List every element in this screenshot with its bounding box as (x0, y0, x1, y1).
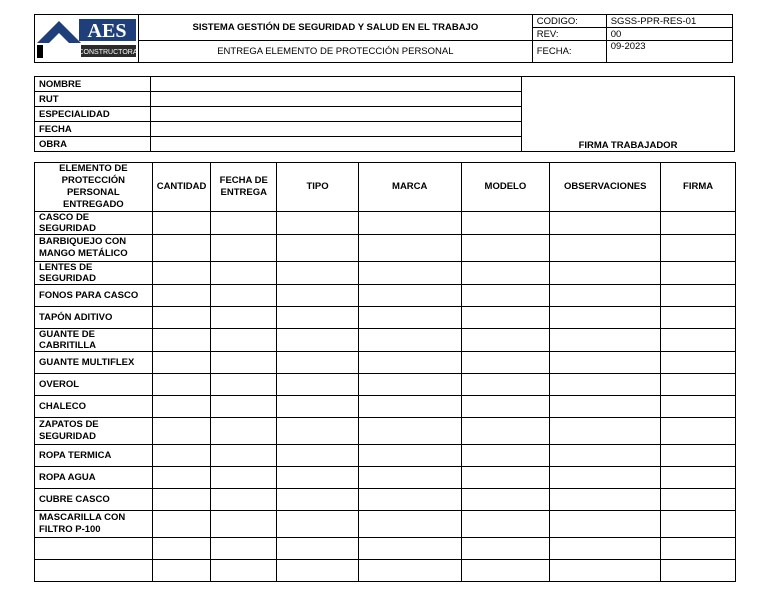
entry-cell[interactable] (152, 212, 211, 235)
fecha-value: 09-2023 (606, 41, 732, 63)
entry-cell[interactable] (277, 307, 359, 329)
entry-cell[interactable] (211, 418, 277, 445)
entry-cell[interactable] (211, 285, 277, 307)
entry-cell[interactable] (550, 418, 661, 445)
entry-cell[interactable] (277, 262, 359, 285)
entry-cell[interactable] (550, 262, 661, 285)
item-name: MASCARILLA CON FILTRO P-100 (35, 511, 153, 538)
item-name (35, 560, 153, 582)
entry-cell[interactable] (661, 212, 736, 235)
entry-cell[interactable] (661, 262, 736, 285)
codigo-label: CODIGO: (532, 15, 606, 28)
entry-cell[interactable] (661, 560, 736, 582)
worker-info-table (34, 76, 735, 152)
entry-cell[interactable] (277, 489, 359, 511)
svg-text:AES: AES (87, 20, 127, 42)
entry-cell[interactable] (550, 352, 661, 374)
table-row (35, 467, 736, 489)
entry-cell[interactable] (358, 538, 461, 560)
table-row (35, 212, 736, 235)
item-name: FONOS PARA CASCO (35, 285, 153, 307)
entry-cell[interactable] (358, 467, 461, 489)
table-row (35, 374, 736, 396)
entry-cell[interactable] (461, 307, 550, 329)
entry-cell[interactable] (358, 329, 461, 352)
entry-cell[interactable] (211, 489, 277, 511)
entry-cell[interactable] (461, 560, 550, 582)
table-row (35, 307, 736, 329)
item-name: CASCO DE SEGURIDAD (35, 212, 153, 235)
entry-cell[interactable] (277, 538, 359, 560)
entry-cell[interactable] (550, 467, 661, 489)
table-row (35, 489, 736, 511)
entry-cell[interactable] (550, 445, 661, 467)
entry-cell[interactable] (358, 262, 461, 285)
entry-cell[interactable] (461, 262, 550, 285)
entry-cell[interactable] (211, 262, 277, 285)
entry-cell[interactable] (461, 374, 550, 396)
entry-cell[interactable] (661, 374, 736, 396)
entry-cell[interactable] (550, 285, 661, 307)
entry-cell[interactable] (550, 235, 661, 262)
table-row (35, 560, 736, 582)
item-name: CHALECO (35, 396, 153, 418)
field-label-especialidad: ESPECIALIDAD (35, 107, 151, 122)
table-body (35, 212, 736, 582)
svg-text:CONSTRUCTORA: CONSTRUCTORA (78, 49, 138, 56)
entry-cell[interactable] (358, 511, 461, 538)
column-header: FECHA DE ENTREGA (211, 163, 277, 212)
table-header-row (35, 163, 736, 212)
entry-cell[interactable] (550, 307, 661, 329)
item-name: GUANTE MULTIFLEX (35, 352, 153, 374)
column-header: TIPO (277, 163, 359, 212)
entry-cell[interactable] (461, 285, 550, 307)
entry-cell[interactable] (152, 560, 211, 582)
entry-cell[interactable] (461, 467, 550, 489)
entry-cell[interactable] (550, 538, 661, 560)
entry-cell[interactable] (661, 511, 736, 538)
entry-cell[interactable] (211, 374, 277, 396)
entry-cell[interactable] (550, 212, 661, 235)
entry-cell[interactable] (152, 445, 211, 467)
entry-cell[interactable] (211, 235, 277, 262)
table-row (35, 329, 736, 352)
entry-cell[interactable] (277, 352, 359, 374)
entry-cell[interactable] (211, 538, 277, 560)
entry-cell[interactable] (358, 445, 461, 467)
item-name: ZAPATOS DE SEGURIDAD (35, 418, 153, 445)
column-header: MODELO (461, 163, 550, 212)
ppe-delivery-table (34, 162, 736, 582)
entry-cell[interactable] (358, 212, 461, 235)
entry-cell[interactable] (211, 511, 277, 538)
entry-cell[interactable] (661, 445, 736, 467)
entry-cell[interactable] (152, 262, 211, 285)
entry-cell[interactable] (461, 235, 550, 262)
signature-label: FIRMA TRABAJADOR (578, 140, 678, 151)
entry-cell[interactable] (461, 396, 550, 418)
entry-cell[interactable] (277, 374, 359, 396)
field-label-fecha: FECHA (35, 122, 151, 137)
entry-cell[interactable] (211, 445, 277, 467)
field-value-obra[interactable] (151, 137, 522, 152)
entry-cell[interactable] (661, 235, 736, 262)
entry-cell[interactable] (461, 212, 550, 235)
field-label-obra: OBRA (35, 137, 151, 152)
codigo-value: SGSS-PPR-RES-01 (606, 15, 732, 28)
entry-cell[interactable] (461, 489, 550, 511)
entry-cell[interactable] (661, 418, 736, 445)
column-header: FIRMA (661, 163, 736, 212)
entry-cell[interactable] (152, 467, 211, 489)
entry-cell[interactable] (550, 329, 661, 352)
entry-cell[interactable] (461, 511, 550, 538)
entry-cell[interactable] (461, 418, 550, 445)
entry-cell[interactable] (358, 285, 461, 307)
entry-cell[interactable] (661, 396, 736, 418)
entry-cell[interactable] (358, 560, 461, 582)
field-value-nombre[interactable] (151, 77, 522, 92)
entry-cell[interactable] (550, 396, 661, 418)
entry-cell[interactable] (277, 511, 359, 538)
entry-cell[interactable] (277, 445, 359, 467)
field-label-rut: RUT (35, 92, 151, 107)
table-row (35, 285, 736, 307)
table-row (35, 396, 736, 418)
field-label-nombre: NOMBRE (35, 77, 151, 92)
entry-cell[interactable] (152, 489, 211, 511)
entry-cell[interactable] (550, 511, 661, 538)
item-name: OVEROL (35, 374, 153, 396)
entry-cell[interactable] (277, 467, 359, 489)
entry-cell[interactable] (358, 418, 461, 445)
entry-cell[interactable] (358, 374, 461, 396)
entry-cell[interactable] (152, 418, 211, 445)
entry-cell[interactable] (661, 285, 736, 307)
entry-cell[interactable] (211, 352, 277, 374)
table-row (35, 445, 736, 467)
entry-cell[interactable] (358, 235, 461, 262)
entry-cell[interactable] (277, 560, 359, 582)
entry-cell[interactable] (661, 352, 736, 374)
table-row (35, 538, 736, 560)
entry-cell[interactable] (277, 396, 359, 418)
column-header: CANTIDAD (152, 163, 211, 212)
entry-cell[interactable] (661, 489, 736, 511)
entry-cell[interactable] (358, 396, 461, 418)
column-header: ELEMENTO DE PROTECCIÓN PERSONAL ENTREGADO (35, 163, 153, 212)
item-name: CUBRE CASCO (35, 489, 153, 511)
document-title: SISTEMA GESTIÓN DE SEGURIDAD Y SALUD EN EL TRABAJO (139, 15, 533, 41)
column-header: MARCA (358, 163, 461, 212)
logo-cell (35, 15, 139, 63)
entry-cell[interactable] (152, 396, 211, 418)
entry-cell[interactable] (277, 329, 359, 352)
field-value-especialidad[interactable] (151, 107, 522, 122)
fecha-label: FECHA: (532, 41, 606, 63)
entry-cell[interactable] (661, 329, 736, 352)
entry-cell[interactable] (211, 396, 277, 418)
table-row (35, 418, 736, 445)
entry-cell[interactable] (152, 235, 211, 262)
entry-cell[interactable] (461, 352, 550, 374)
entry-cell[interactable] (550, 560, 661, 582)
entry-cell[interactable] (211, 329, 277, 352)
entry-cell[interactable] (277, 285, 359, 307)
entry-cell[interactable] (211, 467, 277, 489)
entry-cell[interactable] (152, 352, 211, 374)
entry-cell[interactable] (152, 511, 211, 538)
rev-value: 00 (606, 28, 732, 41)
entry-cell[interactable] (358, 352, 461, 374)
entry-cell[interactable] (550, 374, 661, 396)
entry-cell[interactable] (211, 212, 277, 235)
table-row (35, 262, 736, 285)
entry-cell[interactable] (461, 538, 550, 560)
table-row (35, 511, 736, 538)
aes-logo (35, 15, 138, 63)
signature-box[interactable] (522, 77, 735, 152)
entry-cell[interactable] (661, 467, 736, 489)
entry-cell[interactable] (461, 445, 550, 467)
table-row (35, 235, 736, 262)
entry-cell[interactable] (211, 307, 277, 329)
entry-cell[interactable] (152, 307, 211, 329)
entry-cell[interactable] (211, 560, 277, 582)
item-name: ROPA AGUA (35, 467, 153, 489)
entry-cell[interactable] (152, 329, 211, 352)
entry-cell[interactable] (277, 235, 359, 262)
rev-label: REV: (532, 28, 606, 41)
entry-cell[interactable] (152, 374, 211, 396)
entry-cell[interactable] (277, 212, 359, 235)
entry-cell[interactable] (461, 329, 550, 352)
entry-cell[interactable] (358, 489, 461, 511)
entry-cell[interactable] (358, 307, 461, 329)
document-subtitle: ENTREGA ELEMENTO DE PROTECCIÓN PERSONAL (139, 41, 533, 63)
document-header (34, 14, 733, 63)
field-value-fecha[interactable] (151, 122, 522, 137)
table-row (35, 352, 736, 374)
entry-cell[interactable] (152, 285, 211, 307)
field-value-rut[interactable] (151, 92, 522, 107)
entry-cell[interactable] (277, 418, 359, 445)
item-name: LENTES DE SEGURIDAD (35, 262, 153, 285)
entry-cell[interactable] (550, 489, 661, 511)
item-name (35, 538, 153, 560)
column-header: OBSERVACIONES (550, 163, 661, 212)
entry-cell[interactable] (152, 538, 211, 560)
item-name: BARBIQUEJO CON MANGO METÁLICO (35, 235, 153, 262)
entry-cell[interactable] (661, 538, 736, 560)
item-name: ROPA TERMICA (35, 445, 153, 467)
item-name: TAPÓN ADITIVO (35, 307, 153, 329)
entry-cell[interactable] (661, 307, 736, 329)
item-name: GUANTE DE CABRITILLA (35, 329, 153, 352)
